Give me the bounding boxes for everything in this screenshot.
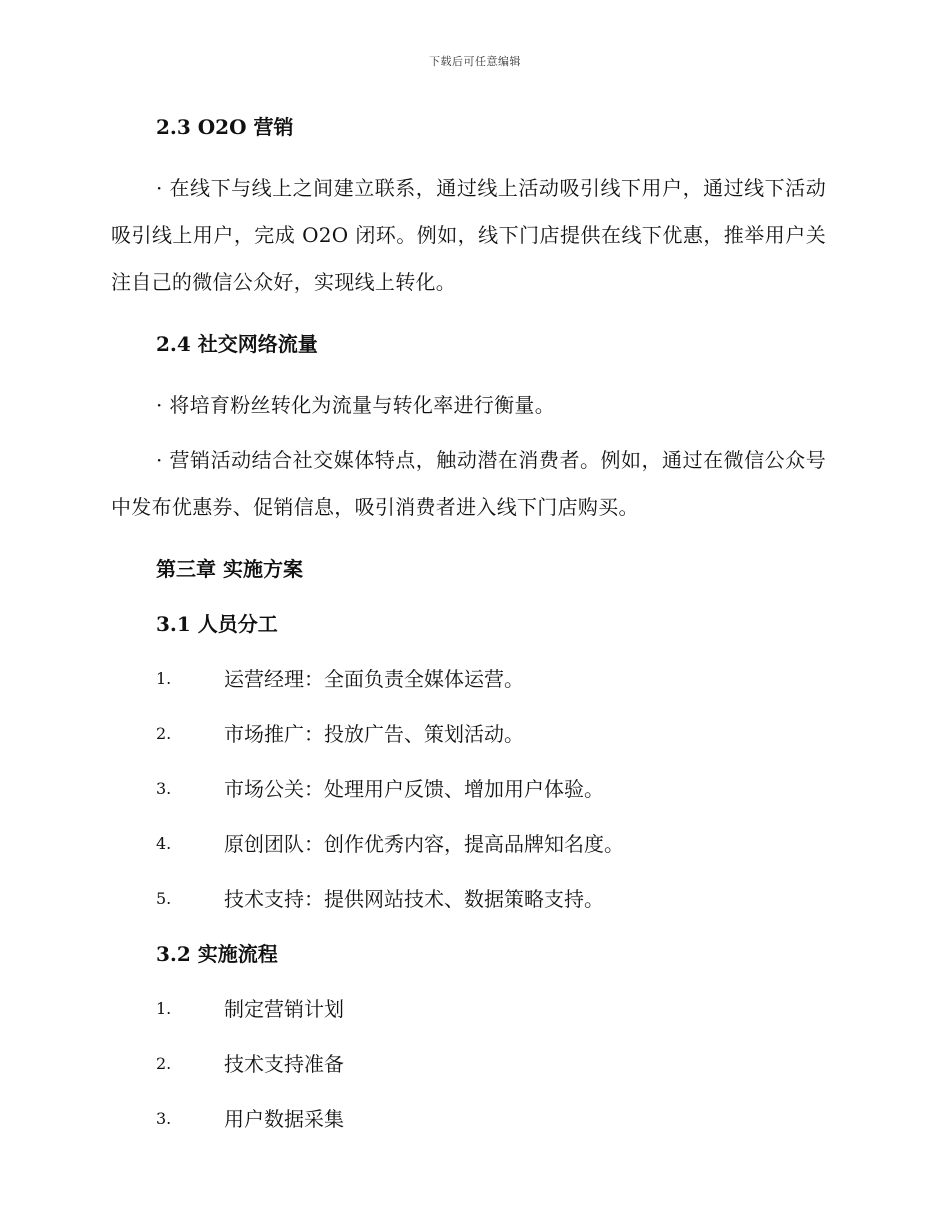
- list-item-text: 技术支持：提供网站技术、数据策略支持。: [224, 887, 604, 911]
- section-heading-2-4: 2.4 社交网络流量: [156, 332, 318, 356]
- list-item-number: 5.: [156, 889, 172, 908]
- list-item-text: 原创团队：创作优秀内容，提高品牌知名度。: [224, 832, 624, 856]
- list-item-text: 运营经理：全面负责全媒体运营。: [224, 667, 524, 691]
- document-body: [111, 110, 826, 1136]
- list-item: [111, 882, 826, 916]
- chapter-heading-3: 第三章 实施方案: [156, 557, 303, 581]
- section-2-4-paragraph-1: · 将培育粉丝转化为流量与转化率进行衡量。: [156, 393, 556, 417]
- section-3-1-list: [111, 662, 826, 916]
- section-2-4-paragraph-2: · 营销活动结合社交媒体特点，触动潜在消费者。例如，通过在微信公众号中发布优惠券、促销信息，吸引消费者进入线下门店购买。: [111, 448, 826, 519]
- page-header: 下载后可任意编辑: [429, 55, 521, 68]
- list-item-number: 1.: [156, 669, 172, 688]
- list-item-number: 4.: [156, 834, 172, 853]
- section-3-2-list: [111, 992, 826, 1136]
- list-item: [111, 772, 826, 806]
- list-item-number: 2.: [156, 724, 172, 743]
- list-item-text: 制定营销计划: [224, 997, 344, 1021]
- section-heading-2-3: 2.3 O2O 营销: [156, 115, 294, 139]
- list-item: [111, 717, 826, 751]
- list-item-number: 2.: [156, 1054, 172, 1073]
- list-item-text: 技术支持准备: [224, 1052, 344, 1076]
- list-item-number: 3.: [156, 779, 172, 798]
- list-item: [111, 1102, 826, 1136]
- list-item-text: 市场推广：投放广告、策划活动。: [224, 722, 524, 746]
- list-item-text: 用户数据采集: [224, 1107, 344, 1131]
- section-heading-3-2: 3.2 实施流程: [156, 942, 278, 966]
- list-item-text: 市场公关：处理用户反馈、增加用户体验。: [224, 777, 604, 801]
- list-item: [111, 662, 826, 696]
- list-item: [111, 827, 826, 861]
- list-item: [111, 1047, 826, 1081]
- list-item: [111, 992, 826, 1026]
- list-item-number: 1.: [156, 999, 172, 1018]
- section-heading-3-1: 3.1 人员分工: [156, 612, 278, 636]
- section-2-3-paragraph: · 在线下与线上之间建立联系，通过线上活动吸引线下用户，通过线下活动吸引线上用户，完成 O2O 闭环。例如，线下门店提供在线下优惠，推举用户关注自己的微信公众好，实现线上转化。: [111, 176, 826, 294]
- list-item-number: 3.: [156, 1109, 172, 1128]
